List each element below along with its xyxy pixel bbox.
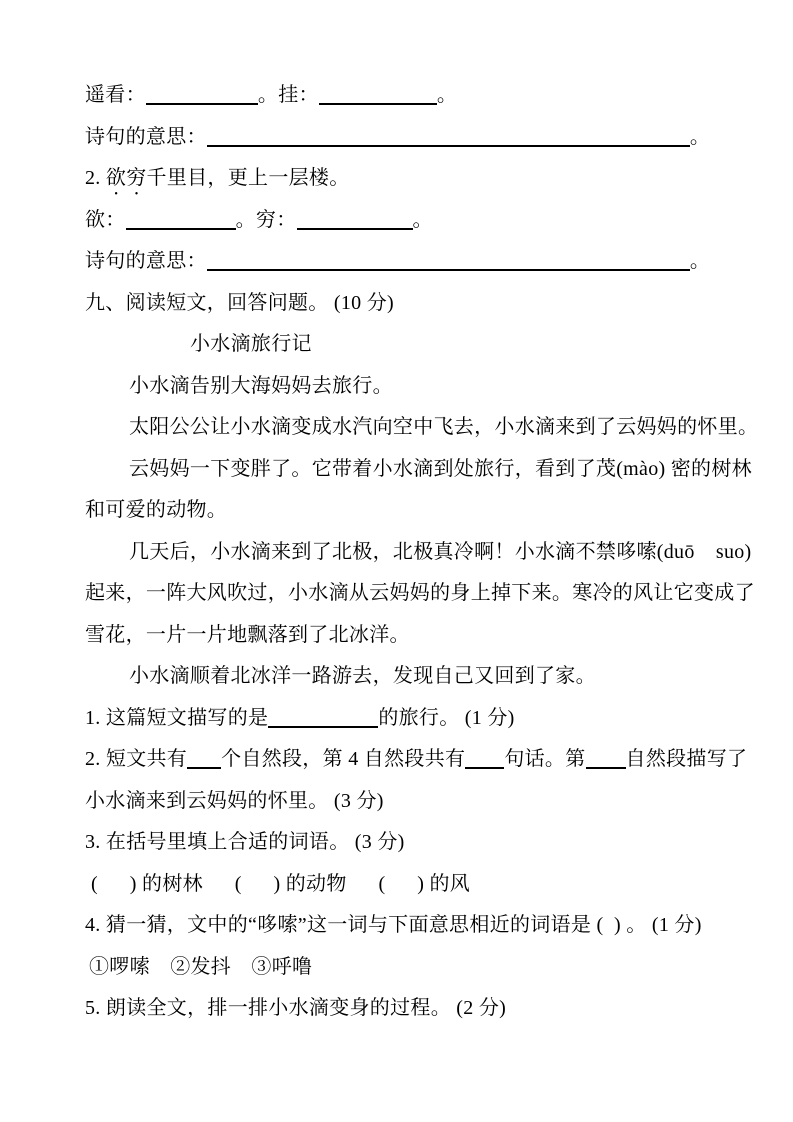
fill-in-blank [465,747,504,769]
text-run: 小水滴旅行记 [190,333,312,355]
text-run: 雪花，一片一片地飘落到了北冰洋。 [85,623,410,646]
passage-para4-line2 [85,573,755,615]
question-2-line2 [85,781,733,823]
blank-line-poem2-meaning [85,241,733,283]
text-run: 5. 朗读全文，排一排小水滴变身的过程。 (2 分) [85,997,507,1019]
text-run: 欲： [85,208,126,231]
fill-in-blank [586,747,626,769]
document-body [85,75,759,1030]
text-run: 。 [689,250,711,272]
question-4-options [85,947,733,989]
section-nine-header [85,283,733,325]
text-run: 4. 猜一猜，文中的“哆嗦”这一词与下面意思相近的词语是 ( ) 。 (1 分) [85,914,702,936]
question-2-line1 [85,739,748,781]
fill-in-blank [268,706,378,728]
text-run: 。 [689,125,711,148]
text-run: 个自然段，第 4 自然段共有 [221,748,466,770]
text-run: 自然段描写了 [625,748,748,770]
text-run: 小水滴来到云妈妈的怀里。 (3 分) [85,789,384,812]
text-run: 。挂： [257,84,319,106]
text-run: ( ) 的树林 ( ) 的动物 ( ) 的风 [91,872,471,895]
passage-para5 [85,656,733,698]
text-run: 的旅行。 (1 分) [378,706,515,729]
poem-line-2 [85,158,733,200]
text-run: 小水滴顺着北冰洋一路游去，发现自己又回到了家。 [129,665,596,687]
question-1 [85,698,733,740]
text-run: 太阳公公让小水滴变成水汽向空中飞去，小水滴来到了云妈妈的怀里。 [129,416,759,438]
text-run: 云妈妈一下变胖了。它带着小水滴到处旅行，看到了茂(mào) 密的树林 [129,457,752,480]
text-run: 九、阅读短文，回答问题。 (10 分) [85,291,395,314]
fill-in-blank [126,208,236,230]
text-run: 千里目，更上一层楼。 [146,167,350,189]
text-run: 。 [412,208,433,231]
blank-line-yaokan-gua [85,75,733,117]
fill-in-blank [207,125,690,147]
text-run: 小水滴告别大海妈妈去旅行。 [129,374,393,397]
text-run: 句话。第 [504,748,586,770]
passage-para4-line3 [85,615,733,657]
passage-para4-line1 [85,532,752,574]
fill-in-blank [207,249,690,271]
fill-in-blank [187,747,221,769]
question-3-brackets [85,864,733,906]
text-run: 几天后，小水滴来到了北极，北极真冷啊！小水滴不禁哆嗦(duō suo) [129,540,752,563]
text-run: ①啰嗦 ②发抖 ③呼噜 [89,955,313,978]
text-run: 。 [436,84,458,106]
text-run: 和可爱的动物。 [85,499,228,521]
fill-in-blank [297,208,413,230]
fill-in-blank [146,83,258,105]
passage-title [85,324,733,366]
text-run: 1. 这篇短文描写的是 [85,706,269,729]
text-run: 诗句的意思： [85,125,207,148]
passage-para2 [85,407,759,449]
text-run: 。穷： [235,208,297,231]
fill-in-blank [319,83,437,105]
blank-line-yu-qiong [85,200,733,242]
question-3 [85,822,733,864]
text-run: 2. 短文共有 [85,748,188,770]
text-run: 2. [85,167,106,189]
emphasis-dots-text: 欲穷 [105,167,147,189]
question-5 [85,988,733,1030]
text-run: 遥看： [85,84,146,106]
blank-line-poem1-meaning [85,117,733,159]
text-run: 起来，一阵大风吹过，小水滴从云妈妈的身上掉下来。寒冷的风让它变成了 [85,582,755,604]
text-run: 诗句的意思： [85,250,207,272]
passage-para3-line2 [85,490,733,532]
question-4 [85,905,733,947]
text-run: 3. 在括号里填上合适的词语。 (3 分) [85,831,405,853]
passage-para3-line1 [85,449,752,491]
passage-para1 [85,366,733,408]
